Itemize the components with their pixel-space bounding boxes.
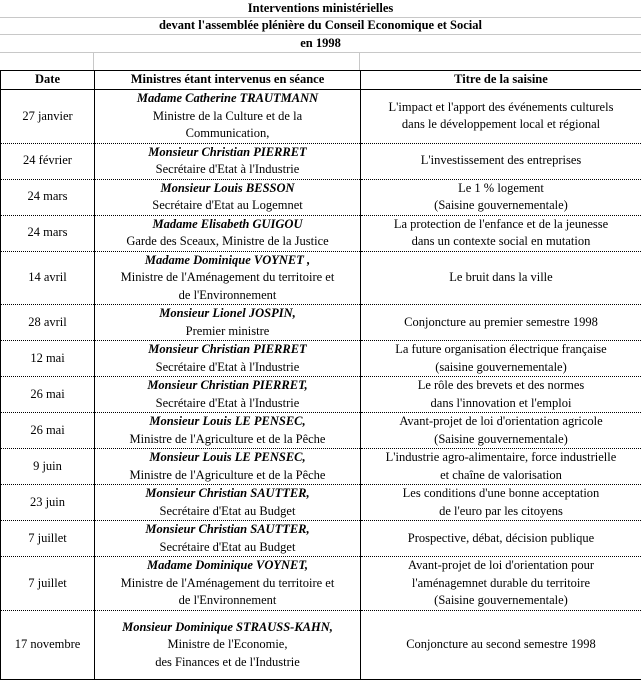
saisine-title: dans l'innovation et l'emploi — [363, 395, 639, 413]
minister-name: Monsieur Dominique STRAUSS-KAHN, — [97, 619, 358, 637]
saisine-title: de l'euro par les citoyens — [363, 503, 639, 521]
minister-name: Monsieur Christian PIERRET — [97, 144, 358, 162]
date-cell: 26 mai — [1, 413, 95, 449]
table-row — [1, 485, 641, 521]
minister-cell — [95, 305, 361, 341]
saisine-title: (Saisine gouvernementale) — [363, 197, 639, 215]
table-row — [1, 341, 641, 377]
table-row — [1, 143, 641, 179]
minister-cell — [95, 413, 361, 449]
minister-name: Monsieur Christian SAUTTER, — [97, 521, 358, 539]
saisine-cell — [361, 485, 641, 521]
minister-role: Ministre de l'Aménagement du territoire et — [97, 269, 358, 287]
minister-name: Monsieur Louis LE PENSEC, — [97, 413, 358, 431]
minister-cell — [95, 143, 361, 179]
minister-name: Monsieur Christian PIERRET, — [97, 377, 358, 395]
saisine-title: Avant-projet de loi d'orientation pour — [363, 557, 639, 575]
saisine-title: dans le développement local et régional — [363, 116, 639, 134]
minister-cell — [95, 251, 361, 305]
saisine-cell — [361, 611, 641, 680]
blank-cell — [94, 52, 360, 70]
saisine-title: (Saisine gouvernementale) — [363, 592, 639, 610]
minister-role: Ministre de la Culture et de la — [97, 108, 358, 126]
minister-name: Monsieur Louis BESSON — [97, 180, 358, 198]
minister-name: Madame Dominique VOYNET , — [97, 252, 358, 270]
saisine-cell — [361, 413, 641, 449]
table-row — [1, 377, 641, 413]
saisine-title: L'investissement des entreprises — [363, 152, 639, 170]
saisine-title: Le rôle des brevets et des normes — [363, 377, 639, 395]
minister-name: Monsieur Lionel JOSPIN, — [97, 305, 358, 323]
saisine-title: Avant-projet de loi d'orientation agricole — [363, 413, 639, 431]
minister-role: Premier ministre — [97, 323, 358, 341]
minister-role: Ministre de l'Agriculture et de la Pêche — [97, 467, 358, 485]
date-cell: 23 juin — [1, 485, 95, 521]
minister-cell — [95, 341, 361, 377]
saisine-title: dans un contexte social en mutation — [363, 233, 639, 251]
minister-cell — [95, 485, 361, 521]
date-cell: 24 mars — [1, 215, 95, 251]
table-body — [1, 90, 641, 680]
date-cell: 24 février — [1, 143, 95, 179]
interventions-table — [0, 70, 641, 680]
minister-cell — [95, 179, 361, 215]
saisine-cell — [361, 143, 641, 179]
saisine-title: (saisine gouvernementale) — [363, 359, 639, 377]
minister-name: Monsieur Christian SAUTTER, — [97, 485, 358, 503]
minister-name: Monsieur Christian PIERRET — [97, 341, 358, 359]
table-row — [1, 521, 641, 557]
minister-role: de l'Environnement — [97, 287, 358, 305]
date-cell: 17 novembre — [1, 611, 95, 680]
saisine-title: et chaîne de valorisation — [363, 467, 639, 485]
minister-role: Ministre de l'Economie, — [97, 636, 358, 654]
minister-cell — [95, 90, 361, 144]
saisine-title: La future organisation électrique française — [363, 341, 639, 359]
saisine-cell — [361, 449, 641, 485]
date-cell: 9 juin — [1, 449, 95, 485]
minister-name: Madame Catherine TRAUTMANN — [97, 90, 358, 108]
saisine-cell — [361, 215, 641, 251]
header-row — [1, 71, 641, 90]
table-row — [1, 215, 641, 251]
saisine-cell — [361, 90, 641, 144]
minister-role: Communication, — [97, 125, 358, 143]
minister-cell — [95, 215, 361, 251]
saisine-cell — [361, 251, 641, 305]
minister-role: Ministre de l'Aménagement du territoire et — [97, 575, 358, 593]
minister-role: Secrétaire d'Etat à l'Industrie — [97, 359, 358, 377]
minister-role: Secrétaire d'Etat au Budget — [97, 539, 358, 557]
minister-role: Secrétaire d'Etat à l'Industrie — [97, 161, 358, 179]
saisine-title: L'industrie agro-alimentaire, force industrielle — [363, 449, 639, 467]
header-date: Date — [1, 71, 95, 90]
date-cell: 14 avril — [1, 251, 95, 305]
saisine-cell — [361, 305, 641, 341]
table-row — [1, 413, 641, 449]
saisine-cell — [361, 377, 641, 413]
minister-cell — [95, 449, 361, 485]
saisine-title: Conjoncture au second semestre 1998 — [363, 636, 639, 654]
header-titre: Titre de la saisine — [361, 71, 641, 90]
saisine-title: Le 1 % logement — [363, 180, 639, 198]
minister-role: Secrétaire d'Etat au Logemnet — [97, 197, 358, 215]
table-row — [1, 557, 641, 611]
minister-name: Monsieur Louis LE PENSEC, — [97, 449, 358, 467]
table-row — [1, 305, 641, 341]
saisine-title: Les conditions d'une bonne acceptation — [363, 485, 639, 503]
date-cell: 7 juillet — [1, 521, 95, 557]
minister-role: Ministre de l'Agriculture et de la Pêche — [97, 431, 358, 449]
saisine-title: Conjoncture au premier semestre 1998 — [363, 314, 639, 332]
table-row — [1, 611, 641, 680]
table-row — [1, 251, 641, 305]
saisine-cell — [361, 341, 641, 377]
minister-role: Secrétaire d'Etat à l'Industrie — [97, 395, 358, 413]
date-cell: 26 mai — [1, 377, 95, 413]
minister-role: Garde des Sceaux, Ministre de la Justice — [97, 233, 358, 251]
date-cell: 7 juillet — [1, 557, 95, 611]
blank-cell — [0, 52, 94, 70]
minister-role: des Finances et de l'Industrie — [97, 654, 358, 672]
table-row — [1, 449, 641, 485]
date-cell: 12 mai — [1, 341, 95, 377]
minister-cell — [95, 377, 361, 413]
minister-cell — [95, 611, 361, 680]
saisine-title: L'impact et l'apport des événements culturels — [363, 99, 639, 117]
minister-role: Secrétaire d'Etat au Budget — [97, 503, 358, 521]
title-line-1: Interventions ministérielles — [0, 0, 641, 18]
saisine-cell — [361, 557, 641, 611]
minister-role: de l'Environnement — [97, 592, 358, 610]
title-line-2: devant l'assemblée plénière du Conseil Economique et Social — [0, 17, 641, 35]
saisine-title: La protection de l'enfance et de la jeunesse — [363, 216, 639, 234]
header-ministres: Ministres étant intervenus en séance — [95, 71, 361, 90]
minister-name: Madame Elisabeth GUIGOU — [97, 216, 358, 234]
minister-name: Madame Dominique VOYNET, — [97, 557, 358, 575]
saisine-title: Prospective, débat, décision publique — [363, 530, 639, 548]
date-cell: 24 mars — [1, 179, 95, 215]
saisine-cell — [361, 521, 641, 557]
saisine-title: l'aménagemnet durable du territoire — [363, 575, 639, 593]
saisine-title: (Saisine gouvernementale) — [363, 431, 639, 449]
minister-cell — [95, 521, 361, 557]
minister-cell — [95, 557, 361, 611]
title-line-3: en 1998 — [0, 35, 641, 53]
saisine-title: Le bruit dans la ville — [363, 269, 639, 287]
table-row — [1, 179, 641, 215]
table-row — [1, 90, 641, 144]
date-cell: 27 janvier — [1, 90, 95, 144]
date-cell: 28 avril — [1, 305, 95, 341]
saisine-cell — [361, 179, 641, 215]
